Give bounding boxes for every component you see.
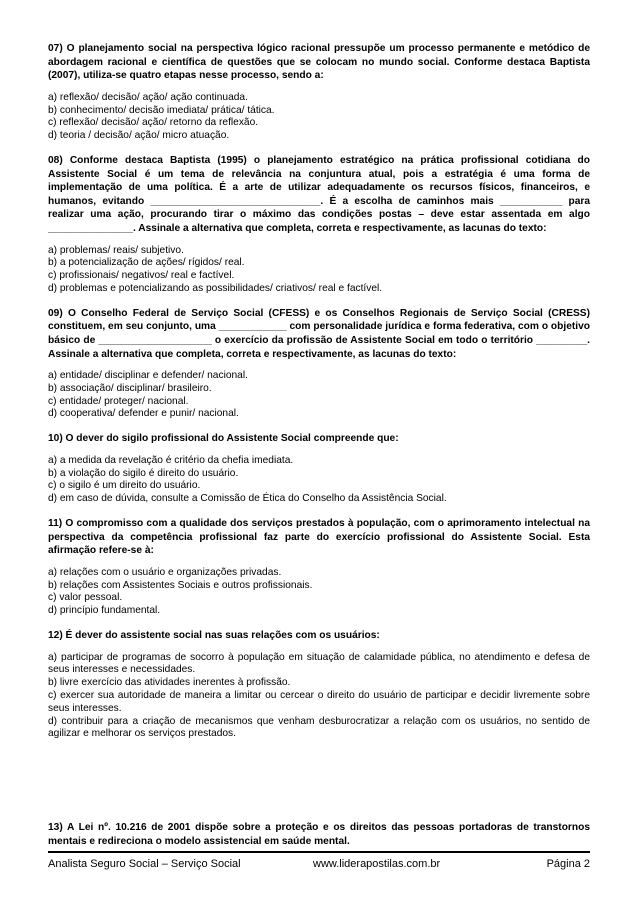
question-stem: 07) O planejamento social na perspectiva lógico racional pressupõe um processo permanente e metódico de abordagem racional e científica de questões que se colocam no mundo social. Conforme destaca Baptista (2007), utiliza-se quatro etapas nesse processo, sendo a: bbox=[48, 43, 590, 82]
option-a: a) reflexão/ decisão/ ação/ ação continuada. bbox=[48, 91, 248, 103]
option-d: d) princípio fundamental. bbox=[48, 605, 161, 617]
option-c: c) entidade/ proteger/ nacional. bbox=[48, 395, 189, 407]
option-c: c) profissionais/ negativos/ real e factível. bbox=[48, 270, 235, 282]
question-11 bbox=[48, 517, 590, 618]
footer-website: www.liderapostilas.com.br bbox=[313, 858, 441, 870]
option-b: b) a potencialização de ações/ rígidos/ real. bbox=[48, 257, 245, 269]
question-stem: 08) Conforme destaca Baptista (1995) o planejamento estratégico na prática profissional cotidiana do Assistente Social é um tema de relevância na conjuntura atual, pois a estratégia é uma forma de implementação de uma política. É a arte de utilizar adequadamente os recursos físicos, financeiros, e humanos, evitando ______________________________. É a escolha de caminhos mais ___________ para realizar uma ação, procurando tirar o máximo das condições postas – deve estar assentada em algo _______________. Assinale a alternativa que completa, correta e respectivamente, as lacunas do texto: bbox=[48, 154, 590, 234]
option-b: b) conhecimento/ decisão imediata/ prática/ tática. bbox=[48, 104, 275, 116]
option-b: b) livre exercício das atividades inerentes à profissão. bbox=[48, 677, 291, 689]
option-c: c) exercer sua autoridade de maneira a limitar ou cercear o direito do usuário de participar e decidir livremente sobre seus interesses. bbox=[48, 690, 590, 714]
page-footer bbox=[48, 851, 590, 873]
option-d: d) teoria / decisão/ ação/ micro atuação. bbox=[48, 130, 230, 142]
question-08 bbox=[48, 154, 590, 296]
question-07 bbox=[48, 42, 590, 143]
question-stem: 12) É dever do assistente social nas suas relações com os usuários: bbox=[48, 630, 380, 642]
option-c: c) o sigilo é um direito do usuário. bbox=[48, 480, 201, 492]
question-12 bbox=[48, 629, 590, 741]
option-c: c) valor pessoal. bbox=[48, 592, 123, 604]
option-d: d) cooperativa/ defender e punir/ nacional. bbox=[48, 408, 239, 420]
option-a: a) relações com o usuário e organizações privadas. bbox=[48, 566, 282, 578]
option-a: a) participar de programas de socorro à população em situação de calamidade pública, no atendimento e defesa de seus interesses e necessidades. bbox=[48, 651, 590, 676]
option-a: a) a medida da revelação é critério da chefia imediata. bbox=[48, 454, 294, 466]
option-a: a) problemas/ reais/ subjetivo. bbox=[48, 244, 184, 256]
question-09 bbox=[48, 307, 590, 422]
option-b: b) relações com Assistentes Sociais e outros profissionais. bbox=[48, 579, 313, 591]
question-stem: 09) O Conselho Federal de Serviço Social (CFESS) e os Conselhos Regionais de Serviço Social (CRESS) constituem, em seu conjunto, uma ____________ com personalidade jurídica e forma federativa, com o objetivo básico de ____________________ o exercício da profissão de Assistente Social em todo o território _________. Assinale a alternativa que completa, correta e respectivamente, as lacunas do texto: bbox=[48, 307, 590, 360]
option-a: a) entidade/ disciplinar e defender/ nacional. bbox=[48, 370, 248, 382]
page-number: Página 2 bbox=[546, 858, 590, 870]
option-b: b) associação/ disciplinar/ brasileiro. bbox=[48, 382, 212, 394]
footer-title: Analista Seguro Social – Serviço Social bbox=[48, 858, 241, 870]
option-d: d) contribuir para a criação de mecanismos que venham desburocratizar a relação com os usuários, no sentido de agilizar e melhorar os serviços prestados. bbox=[48, 715, 590, 740]
option-d: d) em caso de dúvida, consulte a Comissão de Ética do Conselho da Assistência Social. bbox=[48, 493, 447, 505]
question-stem: 13) A Lei nº. 10.216 de 2001 dispõe sobre a proteção e os direitos das pessoas portadoras de transtornos mentais e redireciona o modelo assistencial em saúde mental. bbox=[48, 822, 590, 847]
question-list bbox=[48, 42, 590, 752]
question-stem: 11) O compromisso com a qualidade dos serviços prestados à população, com o aprimoramento intelectual na perspectiva da competência profissional faz parte do exercício profissional do Assistente Social. Esta afirmação refere-se à: bbox=[48, 518, 590, 557]
question-stem: 10) O dever do sigilo profissional do Assistente Social compreende que: bbox=[48, 433, 399, 445]
option-d: d) problemas e potencializando as possibilidades/ criativos/ real e factível. bbox=[48, 282, 383, 294]
option-c: c) reflexão/ decisão/ ação/ retorno da reflexão. bbox=[48, 117, 259, 129]
question-10 bbox=[48, 432, 590, 506]
option-b: b) a violação do sigilo é direito do usuário. bbox=[48, 467, 239, 479]
